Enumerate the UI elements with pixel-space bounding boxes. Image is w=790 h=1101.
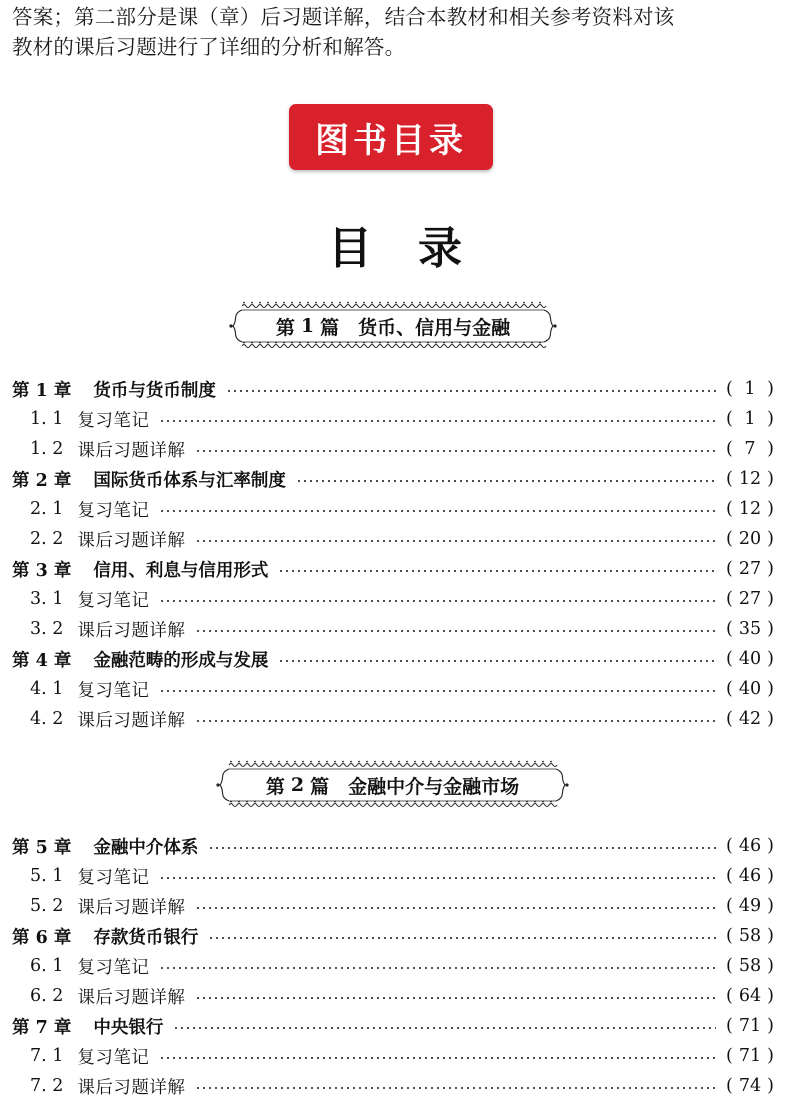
dot-leader	[195, 719, 716, 723]
toc-section-row[interactable]	[30, 585, 774, 613]
dot-leader	[159, 1056, 716, 1060]
entry-page: ( 64 )	[726, 986, 774, 1006]
entry-number: 2. 2	[30, 529, 64, 549]
entry-page: ( 71 )	[726, 1016, 774, 1036]
part-title: 第 1 篇 货币、信用与金融	[275, 315, 511, 339]
dot-leader	[195, 996, 716, 1000]
entry-title: 课后习题详解	[77, 710, 186, 731]
entry-page: ( 12 )	[726, 499, 774, 519]
entry-title: 课后习题详解	[77, 620, 186, 641]
part-banner	[228, 300, 558, 352]
entry-title: 复习笔记	[77, 957, 150, 978]
entry-number: 第 6 章	[12, 927, 72, 948]
part-banner	[215, 759, 570, 811]
toc-section-row[interactable]	[30, 1072, 774, 1100]
entry-number: 5. 2	[30, 896, 64, 916]
catalog-badge-label: 图书目录	[315, 120, 467, 161]
dot-leader	[159, 419, 716, 423]
toc-section-row[interactable]	[30, 952, 774, 980]
entry-number: 第 4 章	[12, 650, 72, 671]
catalog-badge	[289, 104, 493, 170]
toc-section-row[interactable]	[30, 675, 774, 703]
dot-leader	[195, 449, 716, 453]
entry-title: 金融范畴的形成与发展	[93, 650, 269, 671]
dot-leader	[278, 569, 716, 573]
dot-leader	[159, 509, 716, 513]
entry-page: ( 20 )	[726, 529, 774, 549]
entry-title: 复习笔记	[77, 867, 150, 888]
toc-section-row[interactable]	[30, 615, 774, 643]
dot-leader	[159, 689, 716, 693]
dot-leader	[159, 599, 716, 603]
entry-title: 课后习题详解	[77, 530, 186, 551]
entry-page: ( 7 )	[726, 439, 774, 459]
toc-section-row[interactable]	[30, 405, 774, 433]
entry-title: 复习笔记	[77, 410, 150, 431]
toc-section-row[interactable]	[30, 525, 774, 553]
entry-title: 国际货币体系与汇率制度	[93, 470, 286, 491]
dot-leader	[159, 876, 716, 880]
dot-leader	[195, 539, 716, 543]
entry-page: ( 46 )	[726, 836, 774, 856]
entry-page: ( 42 )	[726, 709, 774, 729]
entry-number: 第 3 章	[12, 560, 72, 581]
toc-section-row[interactable]	[30, 495, 774, 523]
entry-title: 存款货币银行	[93, 927, 199, 948]
entry-number: 4. 1	[30, 679, 64, 699]
entry-page: ( 1 )	[726, 379, 774, 399]
entry-number: 1. 2	[30, 439, 64, 459]
entry-page: ( 27 )	[726, 589, 774, 609]
entry-title: 复习笔记	[77, 1047, 150, 1068]
toc-section-row[interactable]	[30, 982, 774, 1010]
toc-chapter-row[interactable]	[12, 465, 774, 493]
entry-page: ( 71 )	[726, 1046, 774, 1066]
part-title: 第 2 篇 金融中介与金融市场	[265, 774, 520, 798]
entry-page: ( 58 )	[726, 956, 774, 976]
dot-leader	[278, 659, 716, 663]
entry-number: 1. 1	[30, 409, 64, 429]
toc-chapter-row[interactable]	[12, 375, 774, 403]
entry-title: 复习笔记	[77, 590, 150, 611]
dot-leader	[208, 936, 716, 940]
entry-title: 课后习题详解	[77, 897, 186, 918]
entry-number: 第 1 章	[12, 380, 72, 401]
entry-page: ( 40 )	[726, 679, 774, 699]
entry-page: ( 58 )	[726, 926, 774, 946]
entry-number: 2. 1	[30, 499, 64, 519]
entry-title: 课后习题详解	[77, 440, 186, 461]
entry-number: 4. 2	[30, 709, 64, 729]
toc-chapter-row[interactable]	[12, 922, 774, 950]
toc-title: 目录	[328, 223, 508, 274]
entry-title: 中央银行	[93, 1017, 164, 1038]
entry-title: 金融中介体系	[93, 837, 199, 858]
toc-section-row[interactable]	[30, 705, 774, 733]
entry-page: ( 27 )	[726, 559, 774, 579]
toc-chapter-row[interactable]	[12, 832, 774, 860]
entry-page: ( 46 )	[726, 866, 774, 886]
entry-number: 7. 1	[30, 1046, 64, 1066]
intro-line: 答案；第二部分是课（章）后习题详解，结合本教材和相关参考资料对该	[12, 5, 675, 29]
entry-title: 信用、利息与信用形式	[93, 560, 269, 581]
entry-title: 课后习题详解	[77, 1077, 186, 1098]
toc-section-row[interactable]	[30, 435, 774, 463]
dot-leader	[195, 629, 716, 633]
intro-paragraph	[12, 2, 784, 62]
dot-leader	[195, 906, 716, 910]
dot-leader	[159, 966, 716, 970]
entry-page: ( 1 )	[726, 409, 774, 429]
entry-number: 7. 2	[30, 1076, 64, 1096]
entry-number: 6. 2	[30, 986, 64, 1006]
intro-line: 教材的课后习题进行了详细的分析和解答。	[12, 35, 406, 59]
dot-leader	[208, 846, 716, 850]
toc-chapter-row[interactable]	[12, 555, 774, 583]
entry-page: ( 49 )	[726, 896, 774, 916]
dot-leader	[195, 1086, 716, 1090]
entry-page: ( 12 )	[726, 469, 774, 489]
toc-section-row[interactable]	[30, 892, 774, 920]
entry-title: 复习笔记	[77, 500, 150, 521]
toc-chapter-row[interactable]	[12, 645, 774, 673]
entry-page: ( 35 )	[726, 619, 774, 639]
entry-number: 5. 1	[30, 866, 64, 886]
toc-section-row[interactable]	[30, 1042, 774, 1070]
entry-number: 第 5 章	[12, 837, 72, 858]
entry-title: 复习笔记	[77, 680, 150, 701]
entry-title: 货币与货币制度	[93, 380, 216, 401]
toc-section-row[interactable]	[30, 862, 774, 890]
entry-number: 第 2 章	[12, 470, 72, 491]
entry-page: ( 40 )	[726, 649, 774, 669]
toc-chapter-row[interactable]	[12, 1012, 774, 1040]
entry-title: 课后习题详解	[77, 987, 186, 1008]
dot-leader	[173, 1026, 716, 1030]
dot-leader	[226, 389, 716, 393]
entry-number: 第 7 章	[12, 1017, 72, 1038]
entry-number: 3. 2	[30, 619, 64, 639]
entry-number: 3. 1	[30, 589, 64, 609]
dot-leader	[296, 479, 716, 483]
entry-page: ( 74 )	[726, 1076, 774, 1096]
entry-number: 6. 1	[30, 956, 64, 976]
